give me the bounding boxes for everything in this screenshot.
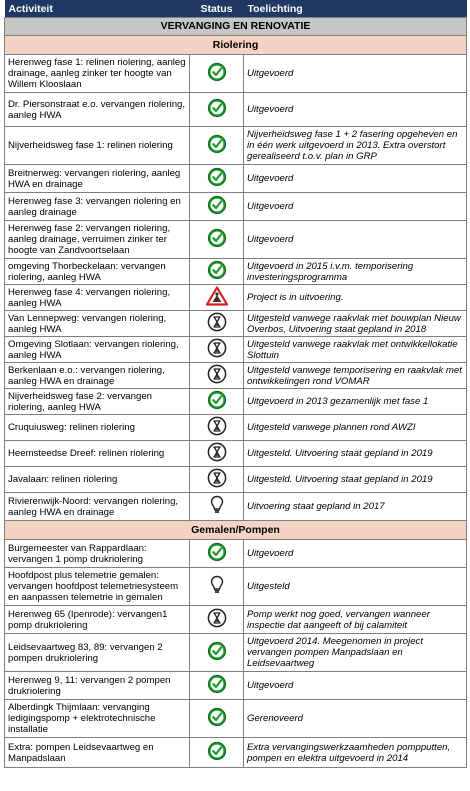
activity-cell: Hoofdpost plus telemetrie gemalen: vervangen hoofdpost telemetriesysteem en aanpassen telemetrie in gemalen [5,568,190,606]
note-cell: Uitgevoerd in 2013 gezamenlijk met fase 1 [244,389,467,415]
table-row [5,127,467,165]
table-row [5,415,467,441]
status-cell [190,700,244,738]
table-row [5,738,467,768]
note-cell: Gerenoveerd [244,700,467,738]
status-cell [190,363,244,389]
note-cell: Uitgevoerd [244,165,467,193]
table-row [5,337,467,363]
table-row [5,363,467,389]
note-cell: Uitgevoerd [244,540,467,568]
hourglass-icon [207,364,227,387]
table-row [5,311,467,337]
status-cell [190,634,244,672]
activity-cell: Berkenlaan e.o.: vervangen riolering, aanleg HWA en drainage [5,363,190,389]
check-icon [207,542,227,565]
status-cell [190,93,244,127]
activity-cell: Heemsteedse Dreef: relinen riolering [5,441,190,467]
check-icon [207,390,227,413]
check-icon [207,62,227,85]
activity-cell: omgeving Thorbeckelaan: vervangen riolering, aanleg HWA [5,259,190,285]
table-row [5,93,467,127]
note-cell: Uitgesteld vanwege raakvlak met bouwplan Nieuw Overbos, Uitvoering staat gepland in 2018 [244,311,467,337]
status-cell [190,285,244,311]
check-icon [207,674,227,697]
hourglass-icon [207,442,227,465]
note-cell: Uitgesteld vanwege raakvlak met ontwikkellokatie Slottuin [244,337,467,363]
note-cell: Uitgesteld [244,568,467,606]
bulb-icon [210,575,224,598]
activity-cell: Herenweg 65 (Ipenrode): vervangen1 pomp drukriolering [5,606,190,634]
check-icon [207,260,227,283]
table-row [5,221,467,259]
section-title: Gemalen/Pompen [5,521,467,540]
section-title: Riolering [5,36,467,55]
status-cell [190,337,244,363]
check-icon [207,707,227,730]
note-cell: Uitgesteld. Uitvoering staat gepland in 2019 [244,441,467,467]
note-cell: Uitgesteld vanwege temporisering en raakvlak met ontwikkelingen rond VOMAR [244,363,467,389]
activity-cell: Dr. Piersonstraat e.o. vervangen riolering, aanleg HWA [5,93,190,127]
activity-cell: Omgeving Slotlaan: vervangen riolering, aanleg HWA [5,337,190,363]
activity-cell: Herenweg 9, 11: vervangen 2 pompen drukriolering [5,672,190,700]
table-row [5,467,467,493]
status-cell [190,493,244,521]
status-cell [190,738,244,768]
section-header-row [5,521,467,540]
header-note: Toelichting [244,0,467,18]
status-table [4,0,467,768]
activity-cell: Nijverheidsweg fase 2: vervangen riolering, aanleg HWA [5,389,190,415]
check-icon [207,134,227,157]
check-icon [207,98,227,121]
table-row [5,672,467,700]
check-icon [207,228,227,251]
status-cell [190,55,244,93]
activity-cell: Extra: pompen Leidsevaartweg en Manpadslaan [5,738,190,768]
activity-cell: Herenweg fase 3: vervangen riolering en aanleg drainage [5,193,190,221]
note-cell: Uitgesteld vanwege plannen rond AWZI [244,415,467,441]
table-row [5,55,467,93]
status-cell [190,259,244,285]
check-icon [207,641,227,664]
table-row [5,700,467,738]
table-title: VERVANGING EN RENOVATIE [5,18,467,36]
note-cell: Uitgevoerd [244,55,467,93]
activity-cell: Van Lennepweg: vervangen riolering, aanleg HWA [5,311,190,337]
table-row [5,165,467,193]
table-header [5,0,467,18]
check-icon [207,195,227,218]
note-cell: Uitgevoerd 2014. Meegenomen in project vervangen pompen Manpadslaan en Leidsevaartweg [244,634,467,672]
status-cell [190,221,244,259]
check-icon [207,167,227,190]
hourglass-icon [207,608,227,631]
activity-cell: Breitnerweg: vervangen riolering, aanleg HWA en drainage [5,165,190,193]
table-row [5,259,467,285]
activity-cell: Nijverheidsweg fase 1: relinen riolering [5,127,190,165]
note-cell: Uitgesteld. Uitvoering staat gepland in 2019 [244,467,467,493]
activity-cell: Herenweg fase 4: vervangen riolering, aanleg HWA [5,285,190,311]
status-cell [190,415,244,441]
status-cell [190,127,244,165]
status-cell [190,540,244,568]
table-row [5,634,467,672]
hourglass-icon [207,416,227,439]
note-cell: Uitgevoerd [244,193,467,221]
table-title-row [5,18,467,36]
activity-cell: Burgemeester van Rappardlaan: vervangen 1 pomp drukriolering [5,540,190,568]
activity-cell: Alberdingk Thijmlaan: vervanging ledigingspomp + elektrotechnische installatie [5,700,190,738]
activity-cell: Herenweg fase 1: relinen riolering, aanleg drainage, aanleg zinker ter hoogte van Willem Klooslaan [5,55,190,93]
table-row [5,193,467,221]
activity-cell: Javalaan: relinen riolering [5,467,190,493]
check-icon [207,741,227,764]
status-cell [190,672,244,700]
hourglass-icon [207,312,227,335]
table-row [5,285,467,311]
hourglass-icon [207,338,227,361]
note-cell: Uitvoering staat gepland in 2017 [244,493,467,521]
note-cell: Project is in uitvoering. [244,285,467,311]
note-cell: Uitgevoerd [244,672,467,700]
table-row [5,606,467,634]
bulb-icon [210,495,224,518]
status-cell [190,311,244,337]
note-cell: Uitgevoerd [244,221,467,259]
header-status: Status [190,0,244,18]
warning-icon [206,286,228,309]
table-row [5,389,467,415]
header-activity: Activiteit [5,0,190,18]
status-cell [190,606,244,634]
hourglass-icon [207,468,227,491]
note-cell: Pomp werkt nog goed, vervangen wanneer inspectie dat aangeeft of bij calamiteit [244,606,467,634]
status-cell [190,441,244,467]
note-cell: Uitgevoerd [244,93,467,127]
table-row [5,441,467,467]
section-header-row [5,36,467,55]
table-row [5,493,467,521]
status-cell [190,568,244,606]
status-table-page [4,0,466,768]
activity-cell: Leidsevaartweg 83, 89: vervangen 2 pompen drukriolering [5,634,190,672]
status-cell [190,165,244,193]
activity-cell: Rivierenwijk-Noord: vervangen riolering, aanleg HWA en drainage [5,493,190,521]
activity-cell: Cruquiusweg: relinen riolering [5,415,190,441]
status-cell [190,389,244,415]
table-row [5,568,467,606]
note-cell: Extra vervangingswerkzaamheden pompputten, pompen en elektra uitgevoerd in 2014 [244,738,467,768]
table-row [5,540,467,568]
activity-cell: Herenweg fase 2: vervangen riolering, aanleg drainage, verruimen zinker ter hoogte van Zandvoortselaan [5,221,190,259]
note-cell: Nijverheidsweg fase 1 + 2 fasering opgeheven en in één werk uitgevoerd in 2013. Extra overstort gerealiseerd t.o.v. plan in GRP [244,127,467,165]
status-cell [190,467,244,493]
note-cell: Uitgevoerd in 2015 i.v.m. temporisering investeringsprogramma [244,259,467,285]
status-cell [190,193,244,221]
